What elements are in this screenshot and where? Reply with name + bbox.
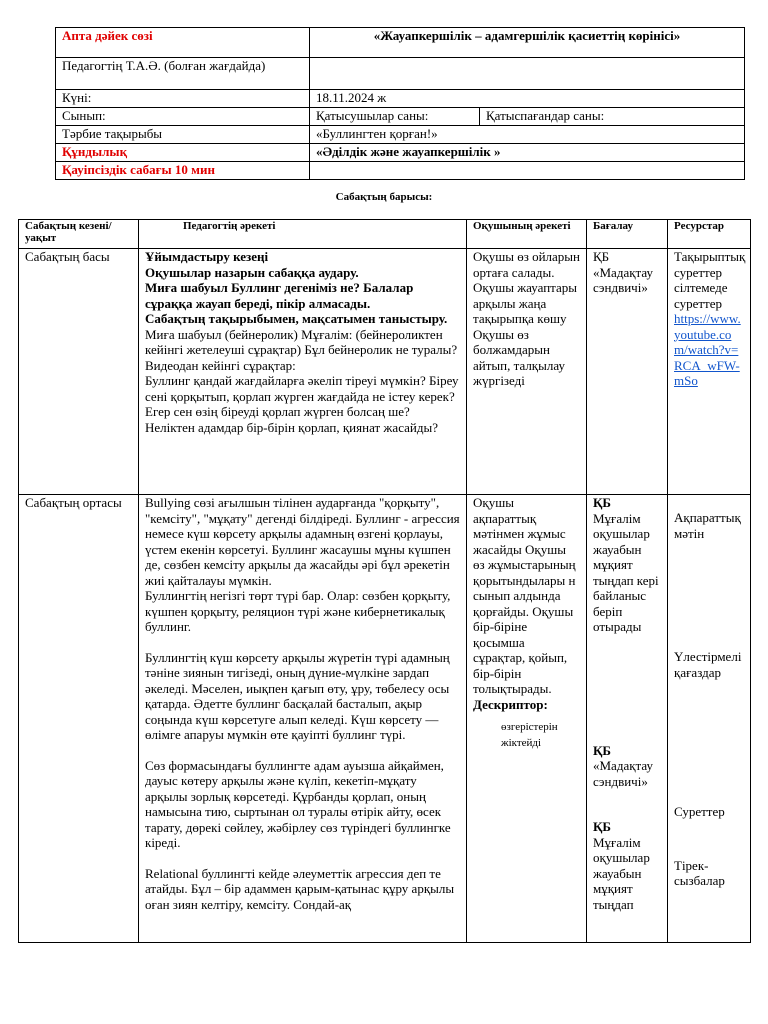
verbal-bullying: Сөз формасындағы буллингте адам ауызша айқаймен, дауыс көтеру арқылы және күліп, кекетіп-мұқату арқылы зорлық көрсетеді. Құрбанды қорлап, оның намысына тию, сыртынан ол туралы өтірік айту, өсек тарату, дөрекі сөйлеу, жәбірлеу сөз түріндегі буллингке кіреді. <box>145 757 451 850</box>
lesson-progress-title: Сабақтың барысы: <box>335 191 433 203</box>
resources-middle <box>668 495 751 943</box>
stage-middle: Сабақтың ортасы <box>19 495 139 943</box>
value-value: «Әділдік және жауапкершілік » <box>310 144 745 162</box>
descriptor-label: Дескриптор: <box>473 696 548 712</box>
safety-lesson-label: Қауіпсіздік сабағы 10 мин <box>56 162 310 180</box>
resource-pictures: Суреттер <box>674 804 725 819</box>
resource-handouts: Үлестірмелі қағаздар <box>674 649 742 680</box>
descriptor-item-text: өзгерістерін жіктейді <box>501 721 558 749</box>
lesson-header-table <box>55 27 745 180</box>
resource-diagrams: Тірек-сызбалар <box>674 857 725 888</box>
resources-beginning <box>668 249 751 495</box>
table-row <box>19 495 751 943</box>
col-assessment-header: Бағалау <box>587 220 668 249</box>
assessment-kb-1: ҚБ <box>593 495 612 510</box>
attention-text: Оқушылар назарын сабаққа аудару. <box>145 264 359 280</box>
physical-bullying: Буллингтің күш көрсету арқылы жүретін түрі адамның тәніне зиянын тигізеді, оның дүние-мүлкіне зардап әкеледі. Мәселен, иықпен қағып өту, ұру, төбелесу осы қатарда. Әдетте буллинг басқалай басталып, ақыр соңында күш көрсетуге алып келеді. Күш көрсету — өлімге апаруы мүмкін өте қауіпті буллинг түрі. <box>145 649 450 742</box>
col-student-header: Оқушының әрекеті <box>467 220 587 249</box>
assessment-middle <box>587 495 668 943</box>
youtube-link[interactable]: https://www.youtube.com/watch?v=RCA_wFW-mSo <box>674 311 741 388</box>
after-video-label: Видеодан кейінгі сұрақтар: <box>145 357 296 373</box>
bullying-types: Буллингтің негізгі төрт түрі бар. Олар: сөзбен қорқыту, күшпен қорқыту, реляцион түрі және кибернетикалық буллинг. <box>145 588 451 634</box>
resources-text: Тақырыптық суреттер сілтемеде суреттер <box>674 249 746 311</box>
student-actions-middle <box>467 495 587 943</box>
lesson-progress-table <box>18 219 751 943</box>
stage-beginning: Сабақтың басы <box>19 249 139 495</box>
assessment-kb-2: ҚБ <box>593 742 612 758</box>
resource-info-text: Ақпараттық мәтін <box>674 510 741 541</box>
student-work-text: Оқушы ақпараттық мәтінмен жұмыс жасайды Оқушы өз жұмыстарының қорытындылары н сынып алдында қорғайды. Оқушы бір-біріне қосымша сұрақтар, қойып, бір-бірін толықтырады. <box>473 495 576 696</box>
descriptor-item <box>473 720 580 751</box>
teacher-name-label: Педагогтің Т.А.Ә. (болған жағдайда) <box>56 58 310 90</box>
table-row <box>19 249 751 495</box>
table-header-row <box>19 220 751 249</box>
present-count-label: Қатысушылар саны: <box>310 108 480 126</box>
topic-value: «Буллингтен қорған!» <box>310 126 745 144</box>
class-label: Сынып: <box>56 108 310 126</box>
org-stage-heading: Ұйымдастыру кезеңі <box>145 249 269 264</box>
assessment-text-3: Мұғалім оқушылар жауабын мұқият тыңдап <box>593 834 650 912</box>
assessment-beginning: ҚБ «Мадақтау сэндвичі» <box>587 249 668 495</box>
week-quote: «Жауапкершілік – адамгершілік қасиеттің көрінісі» <box>310 28 745 58</box>
bullying-definition: Bullying сөзі ағылшын тілінен аударғанда "қорқыту", "кемсіту", "мұқату" дегенді білдіреді. Буллинг - агрессия немесе күш көрсету арқылы адамның өзгені қорлауы, үстем екенін көрсетуі. Буллинг жасаушы мұны күшпен де, сөзбен кемсіту арқылы да жасайды әрі бұл әрекетін жиі қайталауы мүмкін. <box>145 495 460 588</box>
col-stage-header: Сабақтың кезені/ уақыт <box>19 220 139 249</box>
date-label: Күні: <box>56 90 310 108</box>
value-label: Құндылық <box>56 144 310 162</box>
col-teacher-header: Педагогтің әрекеті <box>139 220 467 249</box>
relational-bullying: Relational буллингті кейде әлеуметтік агрессия деп те атайды. Бұл – бір адаммен қарым-қатынас құру арқылы оған зиян келтіру, кемсіту. Сондай-ақ <box>145 865 455 912</box>
video-brainstorm-text: Миға шабуыл (бейнеролик) Мұғалім: (бейнероликтен кейінгі жетелеуші сұрақтар) Бұл бейнеролик не туралы? <box>145 326 458 357</box>
student-actions-beginning: Оқушы өз ойларын ортаға салады. Оқушы жауаптары арқылы жаңа тақырыпқа көшу Оқушы өз болжамдарын айтып, талқылау жүргізеді <box>467 249 587 495</box>
assessment-kb-3: ҚБ <box>593 819 612 834</box>
col-resources-header: Ресурстар <box>668 220 751 249</box>
after-video-questions: Буллинг қандай жағдайларға әкеліп тіреуі мүмкін? Біреу сені қорқытып, қорлап жүрген жағдайда не істеу керек? Егер сен өзің біреуді қорлап жүрген болсаң ше? Неліктен адамдар бір-бірін қорлап, қиянат жасайды? <box>145 373 459 435</box>
assessment-text-1: Мұғалім оқушылар жауабын мұқият тыңдап кері байланыс беріп отырады <box>593 510 659 634</box>
topic-intro-text: Сабақтың тақырыбымен, мақсатымен таныстыру. <box>145 311 448 326</box>
teacher-actions-beginning <box>139 249 467 495</box>
brainstorm-text: Миға шабуыл Буллинг дегеніміз не? Балалар сұраққа жауап береді, пікір алмасады. <box>145 280 414 311</box>
teacher-actions-middle <box>139 495 467 943</box>
topic-label: Тәрбие тақырыбы <box>56 126 310 144</box>
safety-lesson-value <box>310 162 745 180</box>
assessment-text-2: «Мадақтау сэндвичі» <box>593 758 653 789</box>
absent-count-label: Қатыспағандар саны: <box>480 108 745 126</box>
week-quote-label: Апта дәйек сөзі <box>56 28 310 58</box>
teacher-name-value <box>310 58 745 90</box>
date-value: 18.11.2024 ж <box>310 90 745 108</box>
